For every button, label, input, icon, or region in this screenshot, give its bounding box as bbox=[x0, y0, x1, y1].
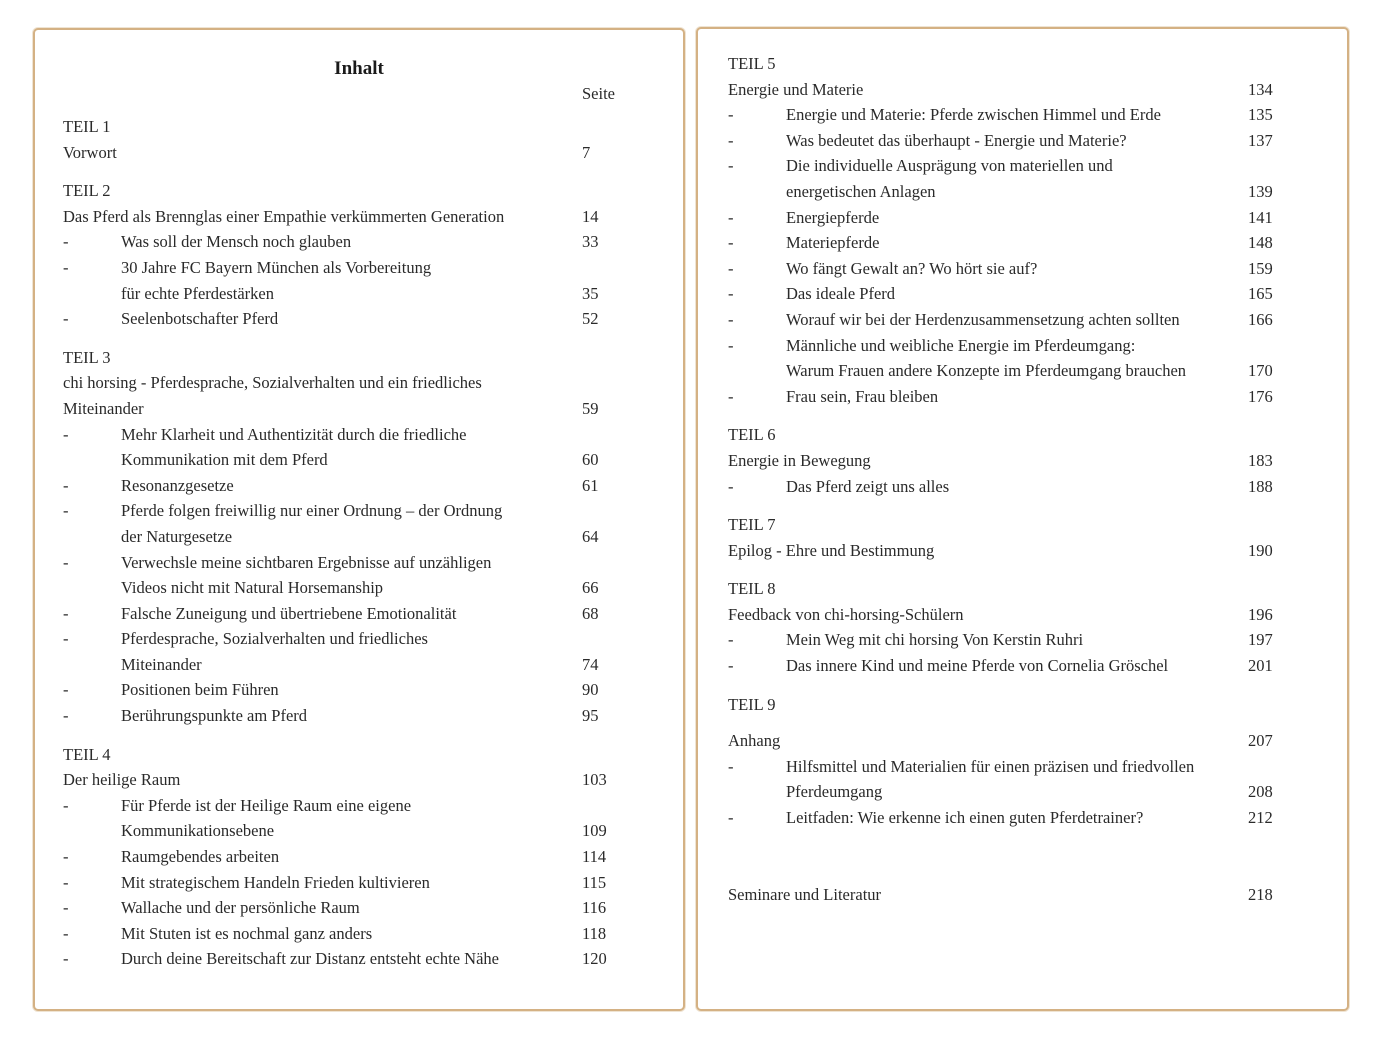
dash-marker: - bbox=[63, 552, 69, 572]
subchapter-entry[interactable] bbox=[63, 921, 683, 947]
part-heading: TEIL 8 bbox=[728, 579, 776, 599]
dash-marker: - bbox=[728, 207, 734, 227]
subchapter-entry[interactable] bbox=[728, 333, 1347, 384]
page-number: 135 bbox=[1248, 105, 1273, 125]
page-number: 139 bbox=[1248, 181, 1273, 201]
part-heading: TEIL 2 bbox=[63, 181, 111, 201]
page-number: 134 bbox=[1248, 79, 1273, 99]
entry-title-line: energetischen Anlagen bbox=[786, 181, 936, 201]
chapter-entry[interactable] bbox=[63, 767, 683, 793]
page-number: 74 bbox=[582, 654, 599, 674]
subchapter-entry[interactable] bbox=[63, 870, 683, 896]
page-number: 118 bbox=[582, 923, 607, 943]
subchapter-entry[interactable] bbox=[728, 256, 1347, 282]
subchapter-entry[interactable] bbox=[63, 895, 683, 921]
subchapter-entry[interactable] bbox=[63, 550, 683, 601]
page-number: 66 bbox=[582, 578, 599, 598]
part-heading: TEIL 1 bbox=[63, 117, 111, 136]
entry-title: Das ideale Pferd bbox=[786, 284, 896, 304]
dash-marker: - bbox=[63, 898, 69, 918]
dash-marker: - bbox=[63, 706, 69, 726]
subchapter-entry[interactable] bbox=[63, 229, 683, 255]
entry-title: Seelenbotschafter Pferd bbox=[121, 309, 279, 329]
page-number: 196 bbox=[1248, 604, 1273, 624]
entry-title: Positionen beim Führen bbox=[121, 680, 279, 700]
entry-title-line: Kommunikation mit dem Pferd bbox=[121, 450, 328, 470]
entry-title: Mit strategischem Handeln Frieden kultivieren bbox=[121, 872, 430, 892]
entry-title: Frau sein, Frau bleiben bbox=[786, 386, 939, 406]
chapter-entry[interactable] bbox=[728, 538, 1347, 564]
chapter-entry[interactable] bbox=[728, 728, 1347, 754]
page-number: 176 bbox=[1248, 386, 1273, 406]
spacer bbox=[728, 844, 1347, 882]
entry-title-line: Miteinander bbox=[121, 654, 202, 674]
chapter-entry[interactable] bbox=[728, 602, 1347, 628]
toc-section bbox=[63, 114, 683, 165]
entry-title-line: Für Pferde ist der Heilige Raum eine eigene bbox=[121, 795, 412, 815]
subchapter-entry[interactable] bbox=[63, 422, 683, 473]
entry-title: Raumgebendes arbeiten bbox=[121, 847, 280, 867]
entry-title-line: Miteinander bbox=[63, 398, 144, 418]
entry-title-line: chi horsing - Pferdesprache, Sozialverhalten und ein friedliches bbox=[63, 373, 482, 393]
part-heading: TEIL 6 bbox=[728, 425, 776, 445]
subchapter-entry[interactable] bbox=[728, 205, 1347, 231]
subchapter-entry[interactable] bbox=[63, 946, 683, 972]
entry-title-line: Kommunikationsebene bbox=[121, 821, 275, 841]
page-number: 90 bbox=[582, 680, 599, 700]
page-number: 218 bbox=[1248, 884, 1273, 904]
entry-title: Energie und Materie bbox=[728, 79, 864, 99]
part-heading: TEIL 9 bbox=[728, 694, 776, 714]
page-number: 103 bbox=[582, 770, 607, 790]
entry-title: Leitfaden: Wie erkenne ich einen guten Pferdetrainer? bbox=[786, 808, 1144, 828]
dash-marker: - bbox=[728, 656, 734, 676]
subchapter-entry[interactable] bbox=[728, 384, 1347, 410]
entry-title-line: Warum Frauen andere Konzepte im Pferdeumgang brauchen bbox=[786, 361, 1187, 381]
page-number: 165 bbox=[1248, 284, 1273, 304]
dash-marker: - bbox=[63, 603, 69, 623]
toc-section bbox=[728, 512, 1347, 563]
page-number: 207 bbox=[1248, 731, 1273, 751]
subchapter-entry[interactable] bbox=[728, 281, 1347, 307]
subchapter-entry[interactable] bbox=[63, 601, 683, 627]
page-number: 35 bbox=[582, 283, 599, 303]
chapter-entry[interactable] bbox=[63, 140, 683, 166]
page-number: 33 bbox=[582, 232, 599, 252]
page-number: 114 bbox=[582, 847, 607, 867]
subchapter-entry[interactable] bbox=[728, 230, 1347, 256]
subchapter-entry[interactable] bbox=[63, 793, 683, 844]
toc-list-right bbox=[728, 51, 1347, 907]
dash-marker: - bbox=[728, 156, 734, 176]
page-number: 120 bbox=[582, 949, 607, 969]
toc-section bbox=[63, 345, 683, 729]
part-heading: TEIL 7 bbox=[728, 515, 776, 535]
dash-marker: - bbox=[63, 795, 69, 815]
entry-title: Wo fängt Gewalt an? Wo hört sie auf? bbox=[786, 258, 1038, 278]
dash-marker: - bbox=[63, 923, 69, 943]
dash-marker: - bbox=[63, 847, 69, 867]
page-number: 60 bbox=[582, 450, 599, 470]
entry-title: Energie in Bewegung bbox=[728, 450, 871, 470]
entry-title: Das Pferd zeigt uns alles bbox=[786, 476, 950, 496]
dash-marker: - bbox=[728, 233, 734, 253]
page-number: 166 bbox=[1248, 309, 1273, 329]
entry-title: Falsche Zuneigung und übertriebene Emotionalität bbox=[121, 603, 457, 623]
chapter-entry[interactable] bbox=[728, 448, 1347, 474]
page-number: 170 bbox=[1248, 361, 1273, 381]
subchapter-entry[interactable] bbox=[63, 703, 683, 729]
entry-title-line: Die individuelle Ausprägung von materiellen und bbox=[786, 156, 1113, 176]
entry-title: Anhang bbox=[728, 731, 781, 751]
part-heading: TEIL 5 bbox=[728, 54, 776, 73]
spacer bbox=[728, 717, 1347, 728]
subchapter-entry[interactable] bbox=[63, 844, 683, 870]
dash-marker: - bbox=[728, 756, 734, 776]
entry-title: Seminare und Literatur bbox=[728, 884, 882, 904]
page-number: 190 bbox=[1248, 540, 1273, 560]
dash-marker: - bbox=[728, 130, 734, 150]
dash-marker: - bbox=[728, 258, 734, 278]
toc-section bbox=[63, 742, 683, 972]
dash-marker: - bbox=[63, 475, 69, 495]
subchapter-entry[interactable] bbox=[63, 677, 683, 703]
dash-marker: - bbox=[63, 949, 69, 969]
page-number: 188 bbox=[1248, 476, 1273, 496]
subchapter-entry[interactable] bbox=[728, 805, 1347, 831]
toc-section bbox=[728, 692, 1347, 831]
entry-title: Was soll der Mensch noch glauben bbox=[121, 232, 352, 252]
page-number: 52 bbox=[582, 309, 599, 329]
toc-section bbox=[728, 576, 1347, 678]
page-number: 14 bbox=[582, 206, 599, 226]
entry-title-line: für echte Pferdestärken bbox=[121, 283, 275, 303]
page-column-header: Seite bbox=[582, 84, 615, 103]
dash-marker: - bbox=[63, 872, 69, 892]
page-number: 115 bbox=[582, 872, 607, 892]
dash-marker: - bbox=[63, 424, 69, 444]
dash-marker: - bbox=[63, 680, 69, 700]
entry-title-line: Pferdeumgang bbox=[786, 782, 883, 802]
subchapter-entry[interactable] bbox=[63, 306, 683, 332]
subchapter-entry[interactable] bbox=[728, 474, 1347, 500]
chapter-entry[interactable] bbox=[63, 370, 683, 421]
entry-title: Materiepferde bbox=[786, 233, 880, 253]
subchapter-entry[interactable] bbox=[728, 653, 1347, 679]
entry-title: Berührungspunkte am Pferd bbox=[121, 706, 308, 726]
page-number: 61 bbox=[582, 475, 599, 495]
subchapter-entry[interactable] bbox=[63, 498, 683, 549]
subchapter-entry[interactable] bbox=[728, 307, 1347, 333]
dash-marker: - bbox=[63, 501, 69, 521]
subchapter-entry[interactable] bbox=[63, 473, 683, 499]
part-heading: TEIL 4 bbox=[63, 744, 111, 764]
subchapter-entry[interactable] bbox=[728, 153, 1347, 204]
entry-title: Der heilige Raum bbox=[63, 770, 181, 790]
toc-title: Inhalt bbox=[334, 58, 384, 79]
toc-page-left bbox=[33, 28, 685, 1011]
entry-title: Was bedeutet das überhaupt - Energie und Materie? bbox=[786, 130, 1127, 150]
subchapter-entry[interactable] bbox=[728, 128, 1347, 154]
subchapter-entry[interactable] bbox=[728, 102, 1347, 128]
page-number: 95 bbox=[582, 706, 599, 726]
dash-marker: - bbox=[728, 309, 734, 329]
entry-title-line: Verwechsle meine sichtbaren Ergebnisse auf unzähligen bbox=[121, 552, 492, 572]
dash-marker: - bbox=[63, 232, 69, 252]
entry-title: Resonanzgesetze bbox=[121, 475, 234, 495]
page-number: 208 bbox=[1248, 782, 1273, 802]
dash-marker: - bbox=[63, 309, 69, 329]
chapter-entry[interactable] bbox=[63, 204, 683, 230]
page-number: 201 bbox=[1248, 656, 1273, 676]
entry-title: Energiepferde bbox=[786, 207, 880, 227]
page-number: 7 bbox=[582, 142, 591, 162]
entry-title: Das Pferd als Brennglas einer Empathie verkümmerten Generation bbox=[63, 206, 505, 226]
entry-title: Energie und Materie: Pferde zwischen Himmel und Erde bbox=[786, 105, 1161, 125]
toc-section bbox=[63, 178, 683, 332]
subchapter-entry[interactable] bbox=[63, 626, 683, 677]
entry-title: Vorwort bbox=[63, 142, 117, 162]
page-number: 137 bbox=[1248, 130, 1273, 150]
dash-marker: - bbox=[728, 808, 734, 828]
page-number: 141 bbox=[1248, 207, 1273, 227]
dash-marker: - bbox=[728, 386, 734, 406]
page-number: 109 bbox=[582, 821, 607, 841]
dash-marker: - bbox=[728, 476, 734, 496]
page-number: 59 bbox=[582, 398, 599, 418]
chapter-entry[interactable] bbox=[728, 77, 1347, 103]
entry-title: Feedback von chi-horsing-Schülern bbox=[728, 604, 964, 624]
dash-marker: - bbox=[63, 257, 69, 277]
toc-section bbox=[728, 422, 1347, 499]
page-number: 183 bbox=[1248, 450, 1273, 470]
toc-section bbox=[728, 51, 1347, 409]
page-number: 148 bbox=[1248, 233, 1273, 253]
entry-title-line: Pferde folgen freiwillig nur einer Ordnung – der Ordnung bbox=[121, 501, 503, 521]
entry-title: Durch deine Bereitschaft zur Distanz entsteht echte Nähe bbox=[121, 949, 499, 969]
entry-title: Epilog - Ehre und Bestimmung bbox=[728, 540, 935, 560]
page-number: 116 bbox=[582, 898, 607, 918]
toc-page-right bbox=[696, 27, 1349, 1011]
dash-marker: - bbox=[728, 105, 734, 125]
entry-title-line: 30 Jahre FC Bayern München als Vorbereitung bbox=[121, 257, 432, 277]
page-number: 64 bbox=[582, 526, 599, 546]
entry-title: Mein Weg mit chi horsing Von Kerstin Ruhri bbox=[786, 630, 1084, 650]
entry-title-line: Hilfsmittel und Materialien für einen präzisen und friedvollen bbox=[786, 756, 1195, 776]
entry-title: Das innere Kind und meine Pferde von Cornelia Gröschel bbox=[786, 656, 1169, 676]
subchapter-entry[interactable] bbox=[728, 627, 1347, 653]
dash-marker: - bbox=[728, 630, 734, 650]
part-heading: TEIL 3 bbox=[63, 347, 111, 367]
entry-title-line: Pferdesprache, Sozialverhalten und friedliches bbox=[121, 629, 428, 649]
page-number: 197 bbox=[1248, 630, 1273, 650]
dash-marker: - bbox=[728, 284, 734, 304]
entry-title-line: Videos nicht mit Natural Horsemanship bbox=[121, 578, 384, 598]
entry-title: Mit Stuten ist es nochmal ganz anders bbox=[121, 923, 373, 943]
entry-title-line: der Naturgesetze bbox=[121, 526, 233, 546]
toc-list-left bbox=[63, 114, 683, 985]
closing-entry[interactable] bbox=[728, 882, 1347, 908]
entry-title-line: Mehr Klarheit und Authentizität durch die friedliche bbox=[121, 424, 467, 444]
subchapter-entry[interactable] bbox=[63, 255, 683, 306]
page-number: 212 bbox=[1248, 808, 1273, 828]
entry-title: Wallache und der persönliche Raum bbox=[121, 898, 360, 918]
page-number: 159 bbox=[1248, 258, 1273, 278]
subchapter-entry[interactable] bbox=[728, 754, 1347, 805]
dash-marker: - bbox=[728, 335, 734, 355]
dash-marker: - bbox=[63, 629, 69, 649]
entry-title: Worauf wir bei der Herdenzusammensetzung achten sollten bbox=[786, 309, 1180, 329]
page-number: 68 bbox=[582, 603, 599, 623]
entry-title-line: Männliche und weibliche Energie im Pferdeumgang: bbox=[786, 335, 1136, 355]
